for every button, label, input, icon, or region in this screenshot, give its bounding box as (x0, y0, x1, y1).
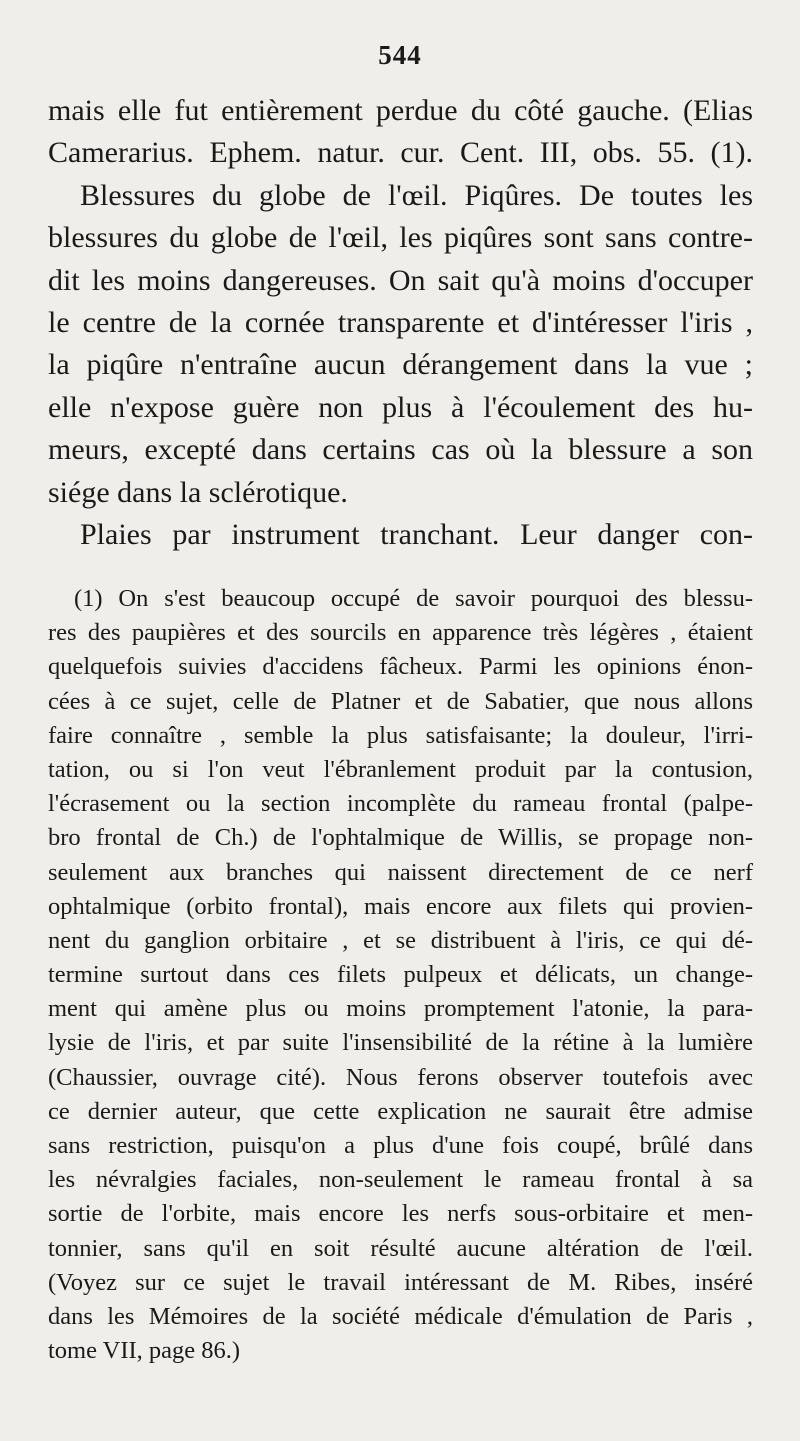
footnote-line: tome VII, page 86.) (48, 1337, 241, 1365)
footnote-line: seulement aux branches qui naissent directement de ce nerf (48, 858, 753, 886)
footnote-line: sans restriction, puisqu'on a plus d'une fois coupé, brûlé dans (48, 1132, 753, 1159)
footnote-line: l'écrasement ou la section incomplète du rameau frontal (palpe- (48, 790, 753, 818)
main-line: dit les moins dangereuses. On sait qu'à moins d'occuper (48, 263, 753, 297)
footnote (48, 582, 753, 1368)
main-line: mais elle fut entièrement perdue du côté gauche. (Elias (48, 94, 753, 127)
main-line: meurs, excepté dans certains cas où la blessure a son (48, 433, 753, 467)
footnote-line: dans les Mémoires de la société médicale d'émulation de Paris , (48, 1302, 753, 1330)
footnote-line: res des paupières et des sourcils en apparence très légères , étaient (48, 619, 753, 647)
page-number: 544 (378, 40, 422, 70)
footnote-line: tation, ou si l'on veut l'ébranlement produit par la contusion, (48, 755, 753, 783)
footnote-line: termine surtout dans ces filets pulpeux et délicats, un change- (48, 961, 753, 989)
footnote-line: les névralgies faciales, non-seulement le rameau frontal à sa (48, 1166, 753, 1194)
footnote-line: (Chaussier, ouvrage cité). Nous ferons observer toutefois avec (48, 1063, 753, 1091)
main-line: le centre de la cornée transparente et d'intéresser l'iris , (48, 305, 753, 339)
footnote-line: faire connaître , semble la plus satisfaisante; la douleur, l'irri- (48, 721, 753, 749)
footnote-line: ment qui amène plus ou moins promptement l'atonie, la para- (48, 995, 753, 1023)
main-line: Blessures du globe de l'œil. Piqûres. De toutes les (80, 178, 753, 212)
main-line: elle n'expose guère non plus à l'écoulement des hu- (48, 390, 753, 424)
footnote-line: ce dernier auteur, que cette explication ne saurait être admise (48, 1097, 753, 1125)
footnote-line: (Voyez sur ce sujet le travail intéressant de M. Ribes, inséré (48, 1268, 753, 1296)
main-line: siége dans la sclérotique. (48, 475, 348, 509)
footnote-line: (1) On s'est beaucoup occupé de savoir pourquoi des blessu- (74, 585, 753, 612)
footnote-line: sortie de l'orbite, mais encore les nerfs sous-orbitaire et men- (48, 1200, 753, 1228)
main-text (48, 90, 753, 556)
footnote-line: bro frontal de Ch.) de l'ophtalmique de Willis, se propage non- (48, 824, 753, 852)
footnote-line: cées à ce sujet, celle de Platner et de Sabatier, que nous allons (48, 687, 753, 715)
footnote-line: ophtalmique (orbito frontal), mais encore aux filets qui provien- (48, 892, 753, 920)
main-line: Camerarius. Ephem. natur. cur. Cent. III, obs. 55. (1). (48, 136, 753, 170)
main-line: la piqûre n'entraîne aucun dérangement dans la vue ; (48, 348, 753, 382)
footnote-line: quelquefois suivies d'accidens fâcheux. Parmi les opinions énon- (48, 653, 753, 681)
main-line: Plaies par instrument tranchant. Leur danger con- (80, 517, 753, 551)
main-line: blessures du globe de l'œil, les piqûres sont sans contre- (48, 221, 753, 255)
footnote-line: lysie de l'iris, et par suite l'insensibilité de la rétine à la lumière (48, 1029, 753, 1057)
footnote-line: tonnier, sans qu'il en soit résulté aucune altération de l'œil. (48, 1234, 753, 1262)
footnote-line: nent du ganglion orbitaire , et se distribuent à l'iris, ce qui dé- (48, 926, 753, 954)
